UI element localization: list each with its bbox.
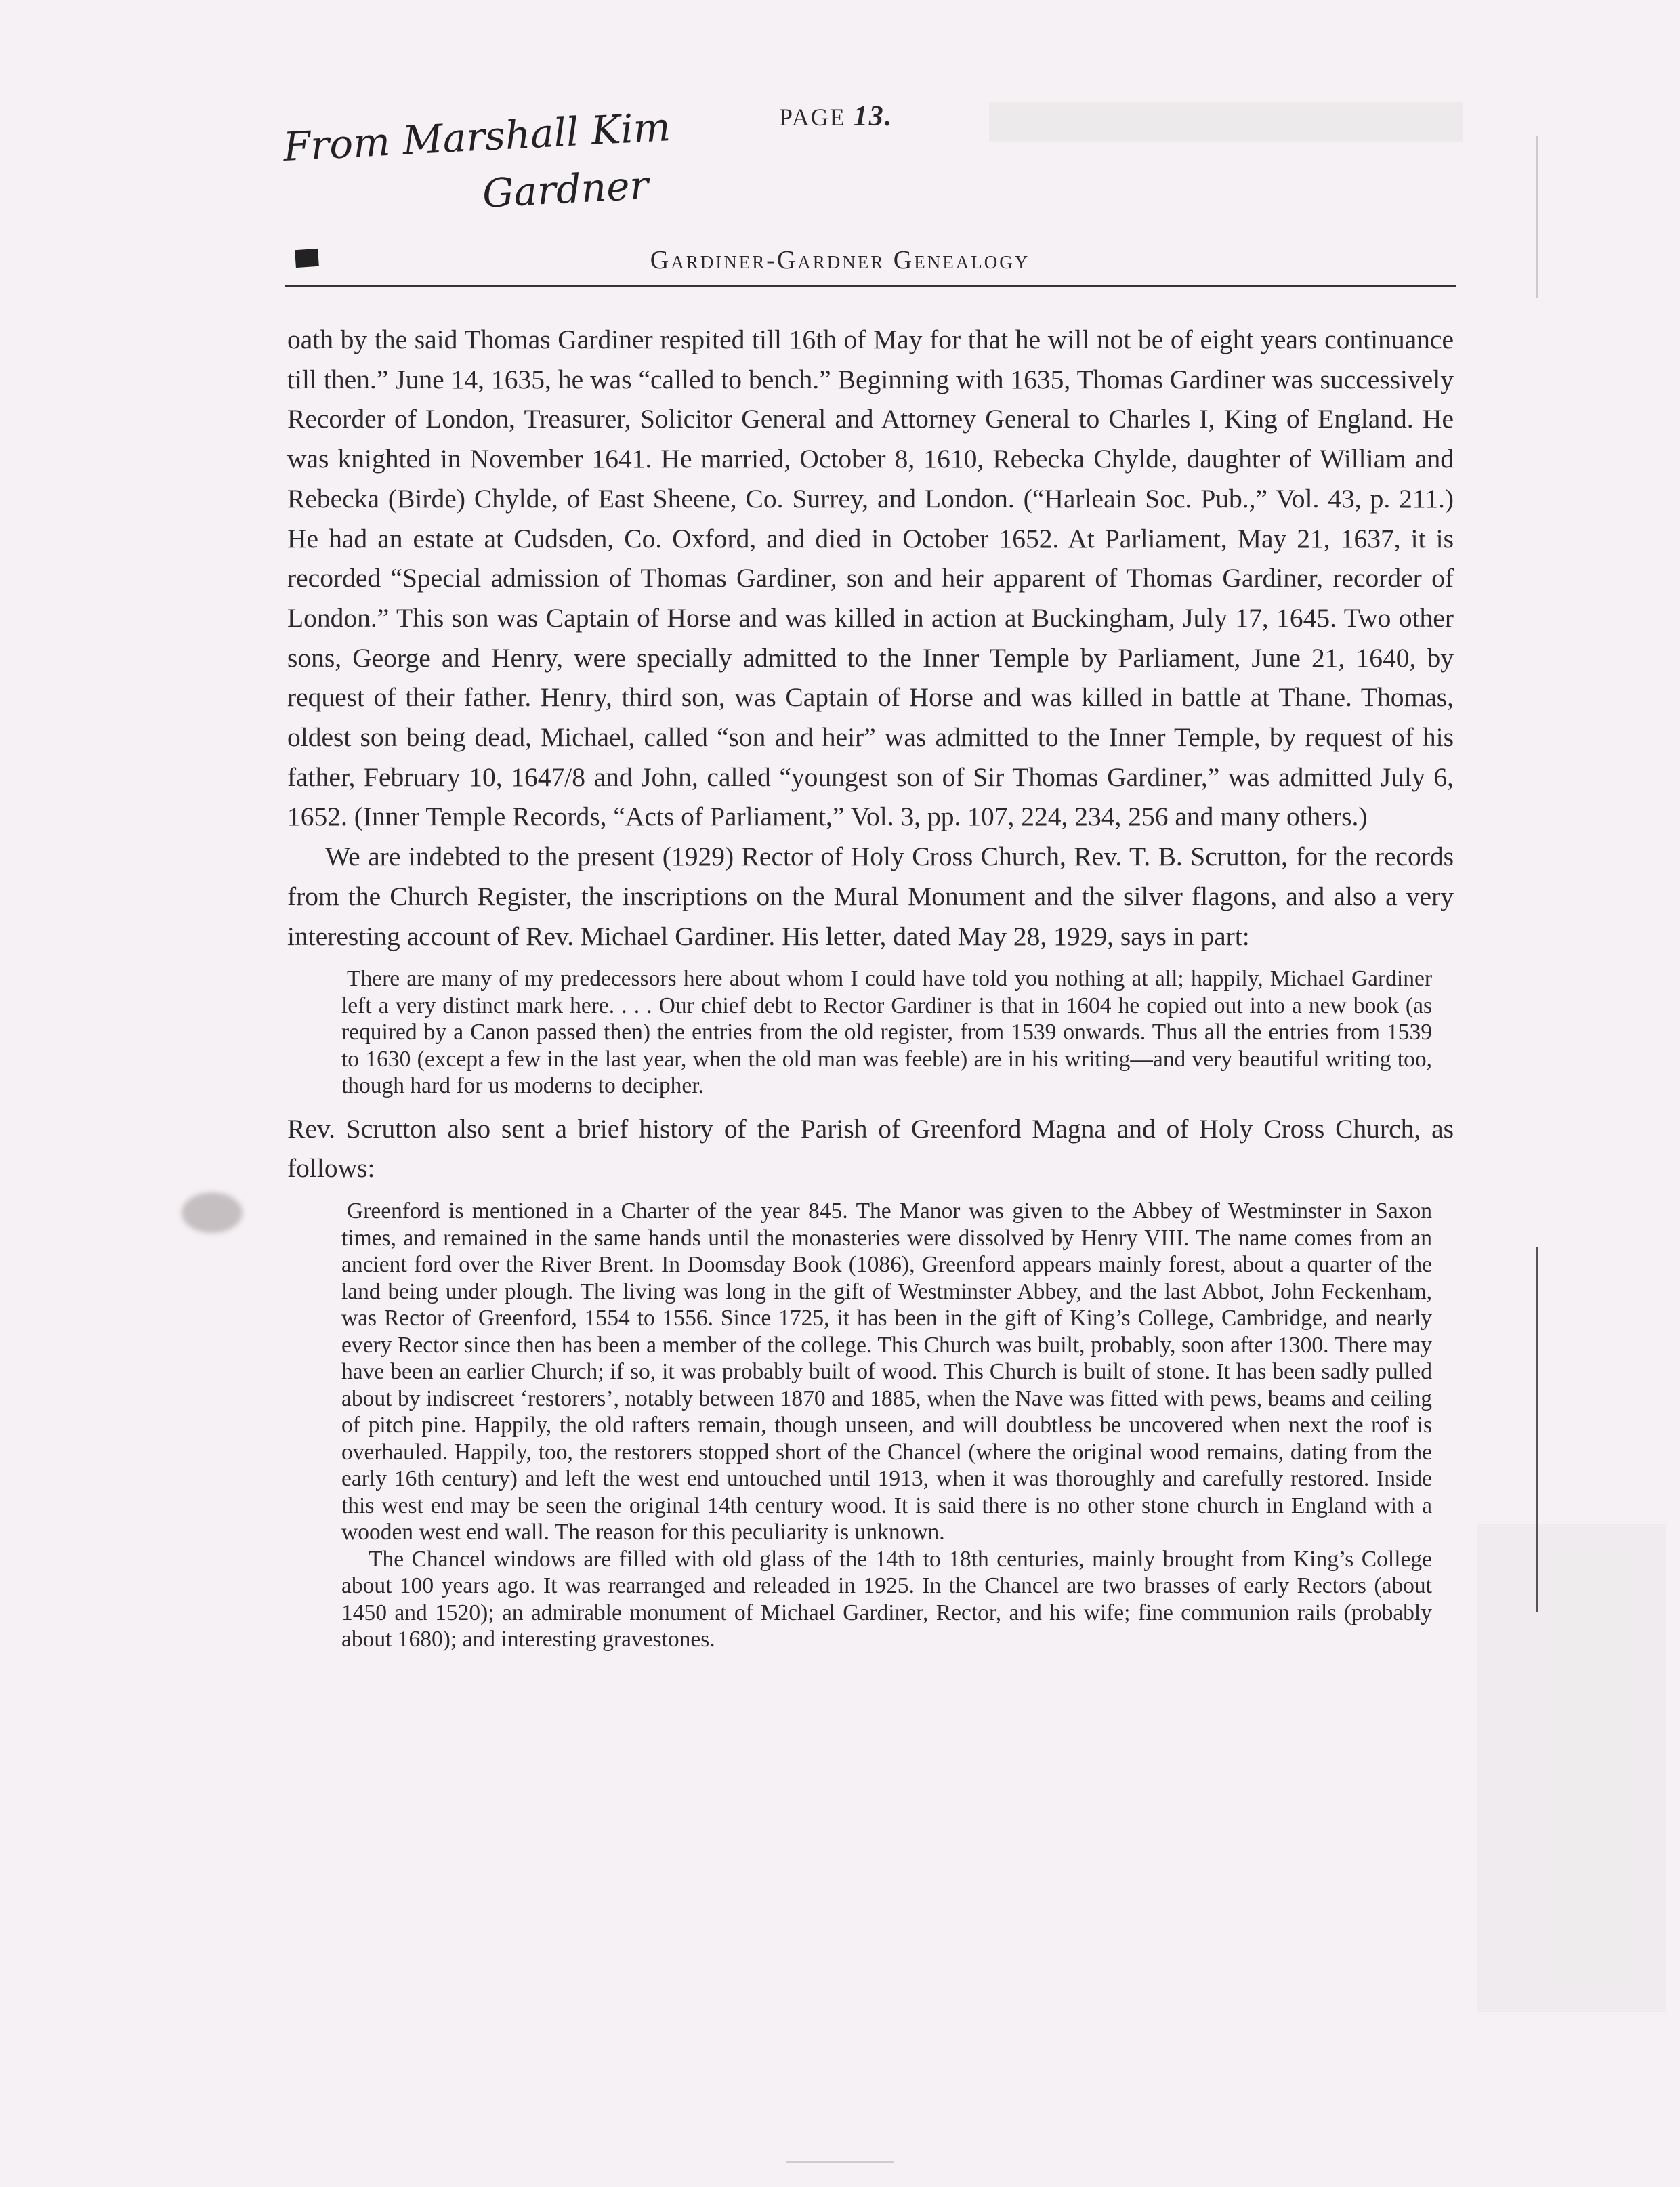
handwritten-line-1: From Marshall Kim — [282, 104, 672, 170]
body-paragraph-1: oath by the said Thomas Gardiner respited till 16th of May for that he will not be of eight years continuance till then.” June 14, 1635, he was “called to bench.” Beginning with 1635, Thomas Gardiner was successively Recorder of London, Treasurer, Solicitor General and Attorney General to Charles I, King of England. He was knighted in November 1641. He married, October 8, 1610, Rebecka Chylde, daughter of William and Rebecka (Birde) Chylde, of East Sheene, Co. Surrey, and London. (“Harleain Soc. Pub.,” Vol. 43, p. 211.) He had an estate at Cudsden, Co. Oxford, and died in October 1652. At Parliament, May 21, 1637, it is recorded “Special admission of Thomas Gardiner, son and heir apparent of Thomas Gardiner, recorder of London.” This son was Captain of Horse and was killed in action at Buckingham, July 17, 1645. Two other sons, George and Henry, were specially admitted to the Inner Temple by Parliament, June 21, 1640, by request of their father. Henry, third son, was Captain of Horse and was killed in battle at Thane. Thomas, oldest son being dead, Michael, called “son and heir” was admitted to the Inner Temple, by request of his father, February 10, 1647/8 and John, called “youngest son of Sir Thomas Gardiner,” was admitted July 6, 1652. (Inner Temple Records, “Acts of Parliament,” Vol. 3, pp. 107, 224, 234, 256 and many others.) — [287, 325, 1454, 832]
page-number — [779, 100, 893, 133]
quote-history-paragraph-1: Greenford is mentioned in a Charter of the year 845. The Manor was given to the Abbey of Westminster in Saxon times, and remained in the same hands until the monasteries were dissolved by Henry VIII. The name comes from an ancient ford over the River Brent. In Doomsday Book (1086), Greenford appears mainly forest, about a quarter of the land being under plough. The living was long in the gift of Westminster Abbey, and the last Abbot, John Feckenham, was Rector of Greenford, 1554 to 1556. Since 1725, it has been in the gift of King’s College, Cambridge, and nearly every Rector since then has been a member of the college. This Church was built, probably, soon after 1300. There may have been an earlier Church; if so, it was probably built of wood. This Church is built of stone. It has been sadly pulled about by indiscreet ‘restorers’, notably between 1870 and 1885, when the Nave was fitted with pews, beams and ceiling of pitch pine. Happily, the old rafters remain, though unseen, and will doubtless be uncovered when next the roof is overhauled. Happily, too, the restorers stopped short of the Chancel (where the original wood remains, dating from the early 16th century) and left the west end untouched until 1913, when it was thoroughly and carefully restored. Inside this west end may be seen the original 14th century wood. It is said there is no other stone church in England with a wooden west end wall. The reason for this peculiarity is unknown. — [341, 1199, 1432, 1545]
block-quote-history — [287, 1198, 1454, 1653]
bottom-edge-mark — [786, 2161, 894, 2163]
header-rule — [285, 285, 1456, 287]
ink-smudge — [182, 1192, 243, 1233]
block-quote-letter — [287, 965, 1454, 1100]
body-paragraph-2: We are indebted to the present (1929) Rector of Holy Cross Church, Rev. T. B. Scrutton, for the records from the Church Register, the inscriptions on the Mural Monument and the silver flagons, and also a very interesting account of Rev. Michael Gardiner. His letter, dated May 28, 1929, says in part: — [287, 841, 1454, 951]
handwritten-note — [282, 98, 675, 232]
page-body — [287, 320, 1454, 1663]
margin-line — [1536, 1247, 1538, 1612]
bleed-through-shadow — [1477, 1524, 1666, 2012]
page-number-value: 13. — [853, 101, 894, 132]
running-title: Gardiner-Gardner Genealogy — [650, 246, 1030, 274]
handwritten-line-2: Gardner — [481, 161, 650, 217]
margin-line-top — [1536, 136, 1538, 298]
bleed-through-shadow — [989, 102, 1463, 142]
page-label: PAGE — [779, 104, 846, 131]
body-paragraph-3: Rev. Scrutton also sent a brief history of the Parish of Greenford Magna and of Holy Cross Church, as follows: — [287, 1113, 1454, 1184]
quote-history-paragraph-2: The Chancel windows are filled with old glass of the 14th to 18th centuries, mainly brought from King’s College about 100 years ago. It was rearranged and releaded in 1925. In the Chancel are two brasses of early Rectors (about 1450 and 1520); an admirable monument of Michael Gardiner, Rector, and his wife; fine communion rails (probably about 1680); and interesting gravestones. — [341, 1546, 1432, 1652]
quote-letter-text: There are many of my predecessors here about whom I could have told you nothing at all; happily, Michael Gardiner left a very distinct mark here. . . . Our chief debt to Rector Gardiner is that in 1604 he copied out into a new book (as required by a Canon passed then) the entries from the old register, from 1539 onwards. Thus all the entries from 1539 to 1630 (except a few in the last year, when the old man was feeble) are in his writing—and very beautiful writing too, though hard for us moderns to decipher. — [341, 966, 1432, 1099]
